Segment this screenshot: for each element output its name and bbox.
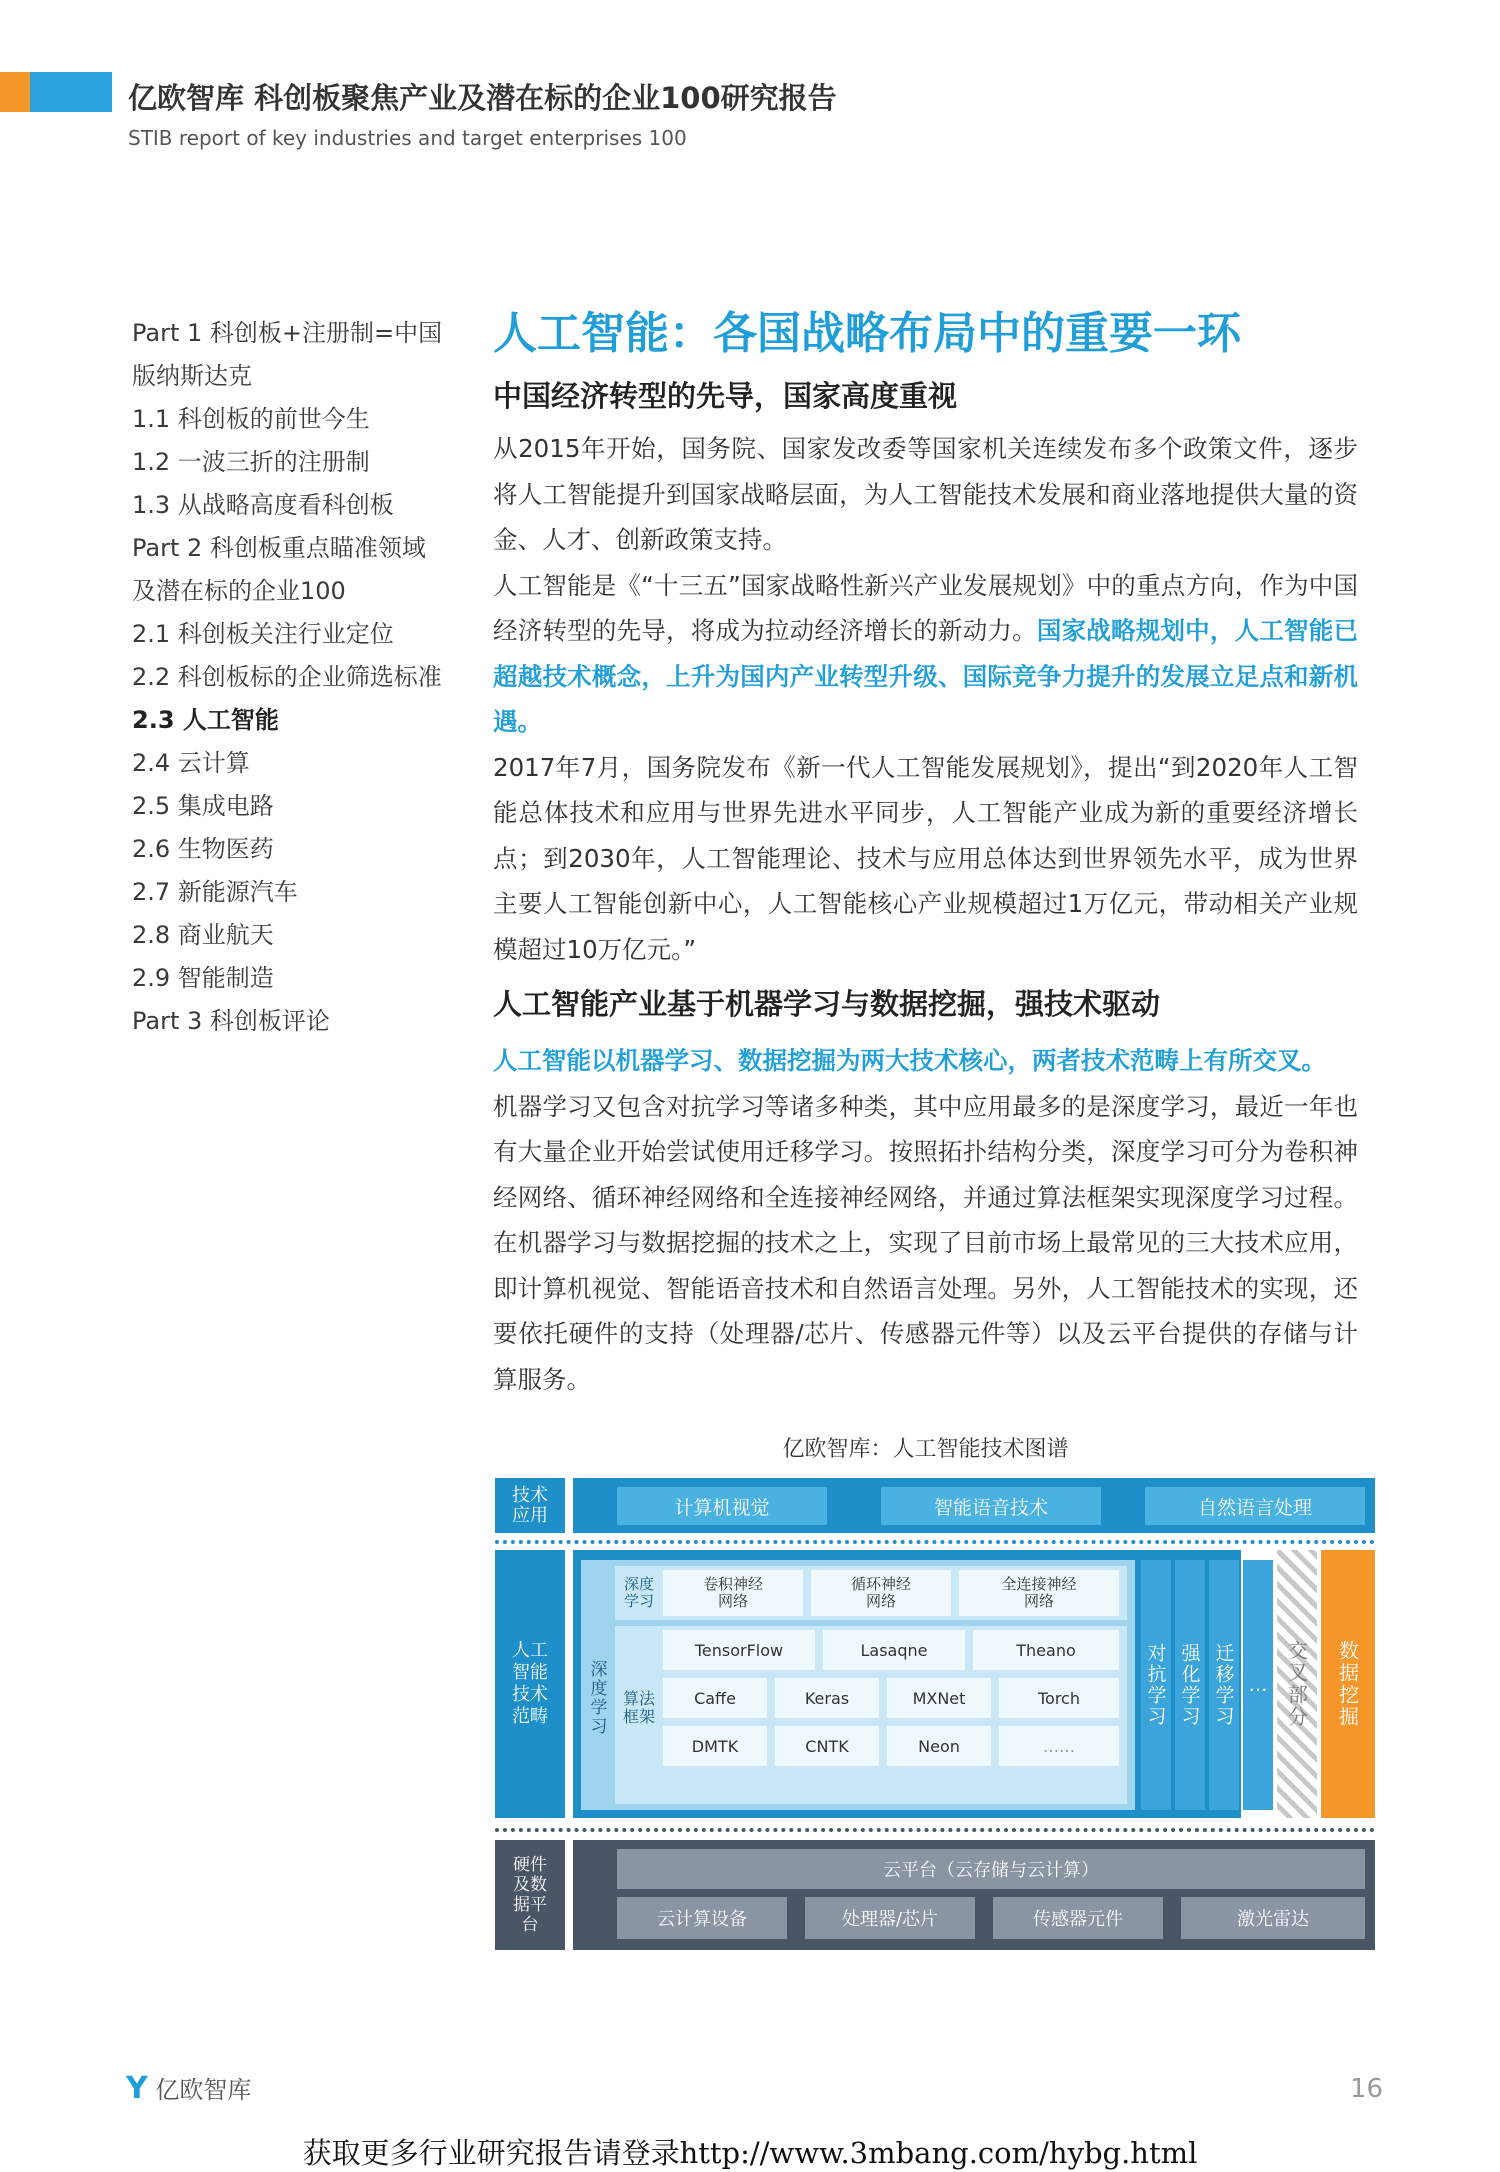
divider-dotted-1: [495, 1540, 1375, 1544]
net-cnn: 卷积神经 网络: [663, 1570, 803, 1616]
label-tech-application: 技术 应用: [495, 1478, 565, 1533]
footer-logo-text: 亿欧智库: [155, 2076, 252, 2104]
paragraph-2-text: 人工智能是《“十三五”国家战略性新兴产业发展规划》中的重点方向，作为中国经济转型的先导，将成为拉动经济增长的新动力。: [493, 570, 1358, 645]
fw-keras: Keras: [775, 1678, 879, 1718]
toc-2-7[interactable]: 2.7 新能源汽车: [132, 878, 298, 906]
label-ai-scope: 人工 智能 技术 范畴: [495, 1550, 565, 1818]
section-title: 人工智能：各国战略布局中的重要一环: [493, 308, 1241, 359]
logo-mark-icon: Y: [126, 2071, 148, 2106]
paragraph-2: [493, 563, 1358, 745]
toc-2-6[interactable]: 2.6 生物医药: [132, 835, 274, 863]
app-speech-tech: 智能语音技术: [881, 1487, 1101, 1525]
toc-1-1[interactable]: 1.1 科创板的前世今生: [132, 405, 370, 433]
net-fcnn: 全连接神经 网络: [959, 1570, 1119, 1616]
subheading-1: 中国经济转型的先导，国家高度重视: [493, 379, 958, 413]
fw-more: ……: [999, 1726, 1119, 1766]
header-accent-orange: [0, 72, 30, 112]
figure-caption: 亿欧智库：人工智能技术图谱: [782, 1437, 1069, 1462]
hw-lidar: 激光雷达: [1181, 1897, 1365, 1939]
paragraph-3: 2017年7月，国务院发布《新一代人工智能发展规划》，提出“到2020年人工智能总体技术和应用与世界先进水平同步，人工智能产业成为新的重要经济增长点；到2030年，人工智能理论、技术与应用总体达到世界领先水平，成为世界主要人工智能创新中心，人工智能核心产业规模超过1万亿元，带动相关产业规模超过10万亿元。”: [493, 752, 1358, 964]
toc-part3[interactable]: Part 3 科创板评论: [132, 1007, 330, 1035]
toc-part2[interactable]: Part 2 科创板重点瞄准领域: [132, 534, 426, 562]
header-accent-blue: [30, 72, 112, 112]
ml-transfer: 迁移学习: [1209, 1560, 1239, 1810]
fw-torch: Torch: [999, 1678, 1119, 1718]
paragraph-2-highlight: 国家战略规划中，人工智能已超越技术概念，上升为国内产业转型升级、国际竞争力提升的发展立足点和新机遇。: [493, 616, 1359, 736]
ml-adversarial: 对抗学习: [1141, 1560, 1171, 1810]
report-subtitle: STIB report of key industries and target enterprises 100: [128, 126, 687, 150]
toc-2-1[interactable]: 2.1 科创板关注行业定位: [132, 620, 394, 648]
cross-section-hatched: 交叉部分: [1277, 1550, 1317, 1818]
data-mining-block: 数据挖掘: [1321, 1550, 1375, 1818]
fw-tensorflow: TensorFlow: [663, 1630, 815, 1670]
label-deep-learning: 深度 学习: [623, 1575, 654, 1610]
main-content: [493, 300, 1358, 1402]
app-computer-vision: 计算机视觉: [617, 1487, 827, 1525]
ai-tech-map-diagram: [495, 1478, 1380, 1953]
ml-reinforcement: 强化学习: [1175, 1560, 1205, 1810]
hw-sensor: 传感器元件: [993, 1897, 1163, 1939]
toc-1-3[interactable]: 1.3 从战略高度看科创板: [132, 491, 394, 519]
cloud-platform: 云平台（云存储与云计算）: [617, 1849, 1365, 1889]
toc-1-2[interactable]: 1.2 一波三折的注册制: [132, 448, 370, 476]
net-rnn: 循环神经 网络: [811, 1570, 951, 1616]
label-framework: 算法 框架: [622, 1689, 655, 1726]
fw-lasaqne: Lasaqne: [823, 1630, 965, 1670]
fw-dmtk: DMTK: [663, 1726, 767, 1766]
toc-part1-cont[interactable]: 版纳斯达克: [132, 362, 252, 390]
subheading-2: 人工智能产业基于机器学习与数据挖掘，强技术驱动: [493, 987, 1161, 1021]
app-nlp: 自然语言处理: [1145, 1487, 1365, 1525]
toc-2-2[interactable]: 2.2 科创板标的企业筛选标准: [132, 663, 442, 691]
label-hardware-platform: 硬件 及数 据平 台: [495, 1840, 565, 1950]
fw-theano: Theano: [973, 1630, 1119, 1670]
fw-caffe: Caffe: [663, 1678, 767, 1718]
label-deep-learning-vertical: 深度学习: [586, 1660, 607, 1736]
page-number: 16: [1350, 2074, 1384, 2104]
sidebar-toc: [132, 312, 452, 1043]
toc-2-5[interactable]: 2.5 集成电路: [132, 792, 274, 820]
fw-neon: Neon: [887, 1726, 991, 1766]
toc-part1[interactable]: Part 1 科创板+注册制=中国: [132, 319, 443, 347]
hw-processor-chip: 处理器/芯片: [805, 1897, 975, 1939]
fw-cntk: CNTK: [775, 1726, 879, 1766]
report-title: 亿欧智库 科创板聚焦产业及潜在标的企业100研究报告: [128, 81, 837, 115]
ml-more: …: [1243, 1560, 1273, 1810]
toc-2-3-active[interactable]: 2.3 人工智能: [132, 706, 279, 734]
fw-mxnet: MXNet: [887, 1678, 991, 1718]
paragraph-1: 从2015年开始，国务院、国家发改委等国家机关连续发布多个政策文件，逐步将人工智能提升到国家战略层面，为人工智能技术发展和商业落地提供大量的资金、人才、创新政策支持。: [493, 434, 1358, 554]
paragraph-4-highlight: 人工智能以机器学习、数据挖掘为两大技术核心，两者技术范畴上有所交叉。: [493, 1046, 1326, 1075]
divider-dotted-2: [495, 1828, 1375, 1832]
hw-cloud-devices: 云计算设备: [617, 1897, 787, 1939]
footer-logo: [126, 2070, 251, 2106]
toc-part2-cont[interactable]: 及潜在标的企业100: [132, 577, 346, 605]
toc-2-4[interactable]: 2.4 云计算: [132, 749, 250, 777]
toc-2-9[interactable]: 2.9 智能制造: [132, 964, 274, 992]
toc-2-8[interactable]: 2.8 商业航天: [132, 921, 274, 949]
bottom-promo-link[interactable]: 获取更多行业研究报告请登录http://www.3mbang.com/hybg.html: [302, 2136, 1198, 2170]
paragraph-5: 机器学习又包含对抗学习等诸多种类，其中应用最多的是深度学习，最近一年也有大量企业开始尝试使用迁移学习。按照拓扑结构分类，深度学习可分为卷积神经网络、循环神经网络和全连接神经网络，并通过算法框架实现深度学习过程。在机器学习与数据挖掘的技术之上，实现了目前市场上最常见的三大技术应用，即计算机视觉、智能语音技术和自然语言处理。另外，人工智能技术的实现，还要依托硬件的支持（处理器/芯片、传感器元件等）以及云平台提供的存储与计算服务。: [493, 1091, 1358, 1394]
